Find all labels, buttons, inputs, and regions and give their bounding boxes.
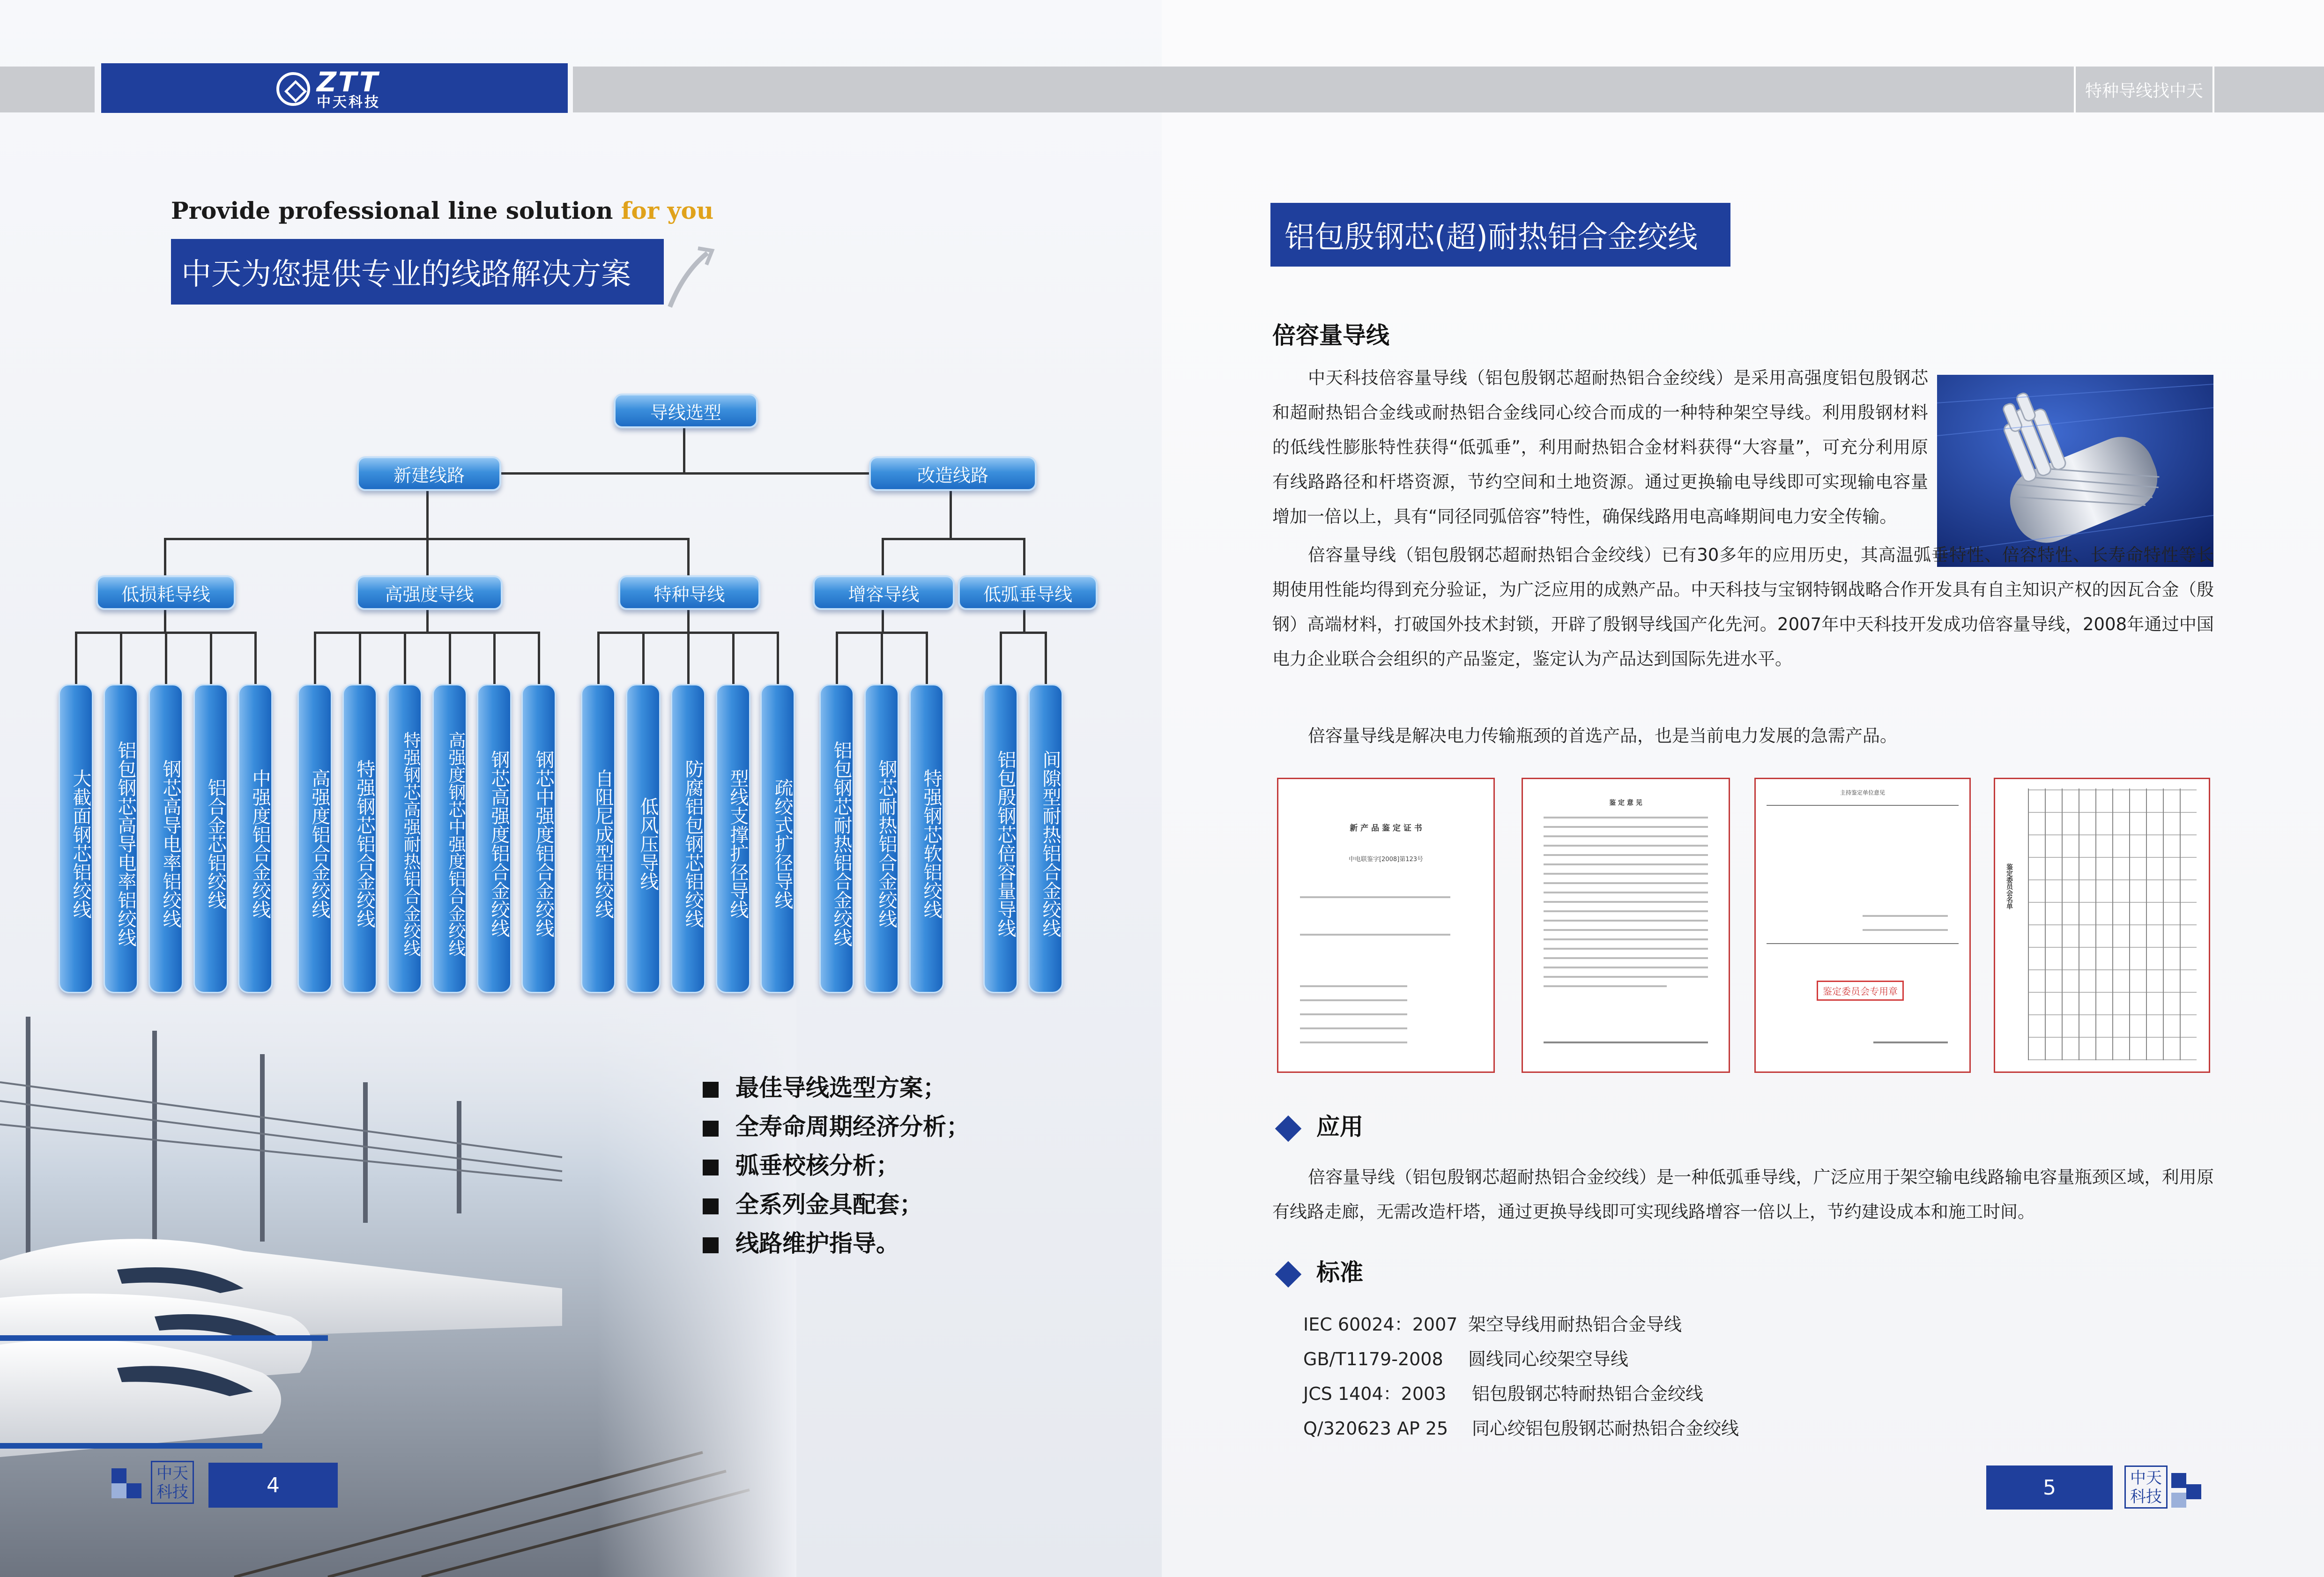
certificate-image <box>1994 778 2210 1073</box>
chart-leaf: 特强钢芯铝合金绞线 <box>342 684 377 993</box>
diamond-bullet-icon <box>1275 1115 1302 1142</box>
chart-leaf: 自阻尼成型铝绞线 <box>581 684 616 993</box>
logo-mark-icon <box>276 72 310 106</box>
list-item: 最佳导线选型方案； <box>703 1068 970 1107</box>
square-bullet-icon <box>703 1082 719 1098</box>
header-bar-right <box>573 67 2074 112</box>
header-bar-end <box>2214 67 2324 112</box>
history-paragraph: 倍容量导线（铝包殷钢芯超耐热铝合金绞线）已有30多年的应用历史，其高温弧垂特性、倍容特性、长寿命特性等长期使用性能均得到充分验证，为广泛应用的成熟产品。中天科技与宝钢特钢战略合作开发具有自主知识产权的因瓦合金（殷钢）高端材料，打破国外技术封锁，开辟了殷钢导线国产化先河。2007年中天科技开发成功倍容量导线，2008年通过中国电力企业联合会组织的产品鉴定，鉴定认为产品达到国际先进水平。 <box>1272 545 2214 669</box>
arrow-swoosh-icon <box>665 244 717 309</box>
chart-l2-capacity: 增容导线 <box>813 575 955 610</box>
certificate-title: 新 产 品 鉴 定 证 书 <box>1350 824 1422 833</box>
tagline-cn-box <box>171 239 664 305</box>
list-item: JCS 1404：2003 铝包殷钢芯特耐热铝合金绞线 <box>1303 1384 1704 1404</box>
chart-leaf: 铝合金芯铝绞线 <box>193 684 228 993</box>
square-bullet-icon <box>703 1160 719 1175</box>
page-number-box-right <box>1986 1465 2113 1510</box>
certificate-title: 鉴定委员会名单 <box>2005 863 2013 909</box>
stamp: 鉴定委员会专用章 <box>1817 981 1904 1001</box>
chart-leaf: 特强钢芯软铝绞线 <box>909 684 944 993</box>
chart-leaf: 防腐铝包钢芯铝绞线 <box>671 684 705 993</box>
standards-heading: 标准 <box>1279 1254 1363 1287</box>
chart-leaf: 间隙型耐热铝合金绞线 <box>1028 684 1063 993</box>
summary-paragraph: 倍容量导线是解决电力传输瓶颈的首选产品，也是当前电力发展的急需产品。 <box>1308 726 1897 746</box>
chart-leaf: 中强度铝合金绞线 <box>238 684 273 993</box>
chart-leaf: 钢芯高强度铝合金绞线 <box>477 684 512 993</box>
chart-leaf: 高强度钢芯中强度铝合金绞线 <box>432 684 467 993</box>
footer-pixel-icon <box>2171 1473 2186 1488</box>
header-slogan: 特种导线找中天 <box>2085 81 2203 101</box>
tagline-en-main: Provide professional line solution <box>171 197 621 224</box>
tagline-en-accent: for you <box>621 197 714 224</box>
chart-leaf: 大截面钢芯铝绞线 <box>59 684 93 993</box>
certificate-title: 主持鉴定单位意见 <box>1840 789 1885 796</box>
certificate-no: 中电联鉴字[2008]第123号 <box>1348 856 1424 863</box>
chart-leaf: 特强钢芯高强耐热铝合金绞线 <box>387 684 422 993</box>
chart-root: 导线选型 <box>614 394 758 428</box>
list-item: IEC 60024：2007 架空导线用耐热铝合金导线 <box>1303 1314 1682 1335</box>
chart-leaf: 铝包钢芯耐热铝合金绞线 <box>819 684 854 993</box>
footer-logo-left <box>111 1461 196 1506</box>
certificate-image <box>1754 778 1971 1073</box>
list-item: 弧垂校核分析； <box>703 1146 970 1185</box>
chart-l2-low-loss: 低损耗导线 <box>96 575 236 610</box>
logo-text: ZTT <box>317 66 380 98</box>
application-heading: 应用 <box>1279 1108 1363 1142</box>
chart-leaf: 钢芯高导电率铝绞线 <box>148 684 183 993</box>
page-number: 5 <box>2043 1475 2056 1500</box>
chart-leaf: 型线支撑扩径导线 <box>716 684 750 993</box>
footer-logo-text: 中天科技 <box>156 1464 188 1502</box>
chart-l1-new: 新建线路 <box>357 456 501 491</box>
application-paragraph: 倍容量导线（铝包殷钢芯超耐热铝合金绞线）是一种低弧垂导线，广泛应用于架空输电线路输电容量瓶颈区域，利用原有线路走廊，无需改造杆塔，通过更换导线即可实现线路增容一倍以上，节约建设成本和施工时间。 <box>1272 1167 2214 1222</box>
list-item: 全寿命周期经济分析； <box>703 1107 970 1146</box>
logo <box>276 66 417 112</box>
chart-leaf: 铝包钢芯高导电率铝绞线 <box>104 684 138 993</box>
tagline-cn: 中天为您提供专业的线路解决方案 <box>181 257 631 292</box>
chart-leaf: 疏绞式扩径导线 <box>760 684 795 993</box>
diamond-bullet-icon <box>1275 1261 1302 1287</box>
intro-paragraph: 中天科技倍容量导线（铝包殷钢芯超耐热铝合金绞线）是采用高强度铝包殷钢芯和超耐热铝合金线或耐热铝合金线同心绞合而成的一种特种架空导线。利用殷钢材料的低线性膨胀特性获得“低弧垂”，利用耐热铝合金材料获得“大容量”，可充分利用原有线路路径和杆塔资源，节约空间和土地资源。通过更换输电导线即可实现输电容量增加一倍以上，具有“同径同弧倍容”特性，确保线路用电高峰期间电力安全传输。 <box>1272 368 1928 527</box>
chart-l1-retrofit: 改造线路 <box>869 456 1037 491</box>
certificate-title: 鉴 定 意 见 <box>1609 799 1642 807</box>
chart-leaf: 铝包殷钢芯倍容量导线 <box>983 684 1018 993</box>
list-item: Q/320623 AP 25 同心绞铝包殷钢芯耐热铝合金绞线 <box>1303 1418 1739 1439</box>
slogan-box <box>2074 67 2214 112</box>
logo-sub: 中天科技 <box>317 94 380 111</box>
footer-logo-text: 中天科技 <box>2130 1469 2162 1506</box>
square-bullet-icon <box>703 1198 719 1214</box>
certificate-image <box>1277 778 1495 1073</box>
list-item: 全系列金具配套； <box>703 1185 970 1224</box>
certificate-image <box>1522 778 1730 1073</box>
product-title: 铝包殷钢芯(超)耐热铝合金绞线 <box>1285 220 1698 255</box>
chart-leaf: 低风压导线 <box>626 684 661 993</box>
page-number: 4 <box>267 1473 280 1497</box>
chart-leaf: 高强度铝合金绞线 <box>297 684 332 993</box>
footer-logo-right <box>2124 1465 2218 1510</box>
square-bullet-icon <box>703 1121 719 1137</box>
tagline-en <box>171 197 713 224</box>
header-bar-left <box>0 67 95 112</box>
footer-pixel-icon <box>111 1468 126 1483</box>
page-number-box-left <box>208 1463 338 1508</box>
chart-l2-special: 特种导线 <box>618 575 760 610</box>
product-title-box <box>1270 203 1730 267</box>
section-title: 倍容量导线 <box>1272 322 1389 349</box>
service-list <box>703 1068 970 1263</box>
chart-l2-high-strength: 高强度导线 <box>356 575 503 610</box>
list-item: GB/T1179-2008 圆线同心绞架空导线 <box>1303 1349 1629 1369</box>
chart-l2-low-sag: 低弧垂导线 <box>958 575 1098 610</box>
chart-leaf: 钢芯耐热铝合金绞线 <box>864 684 899 993</box>
list-item: 线路维护指导。 <box>703 1224 970 1263</box>
square-bullet-icon <box>703 1237 719 1253</box>
chart-leaf: 钢芯中强度铝合金绞线 <box>521 684 556 993</box>
